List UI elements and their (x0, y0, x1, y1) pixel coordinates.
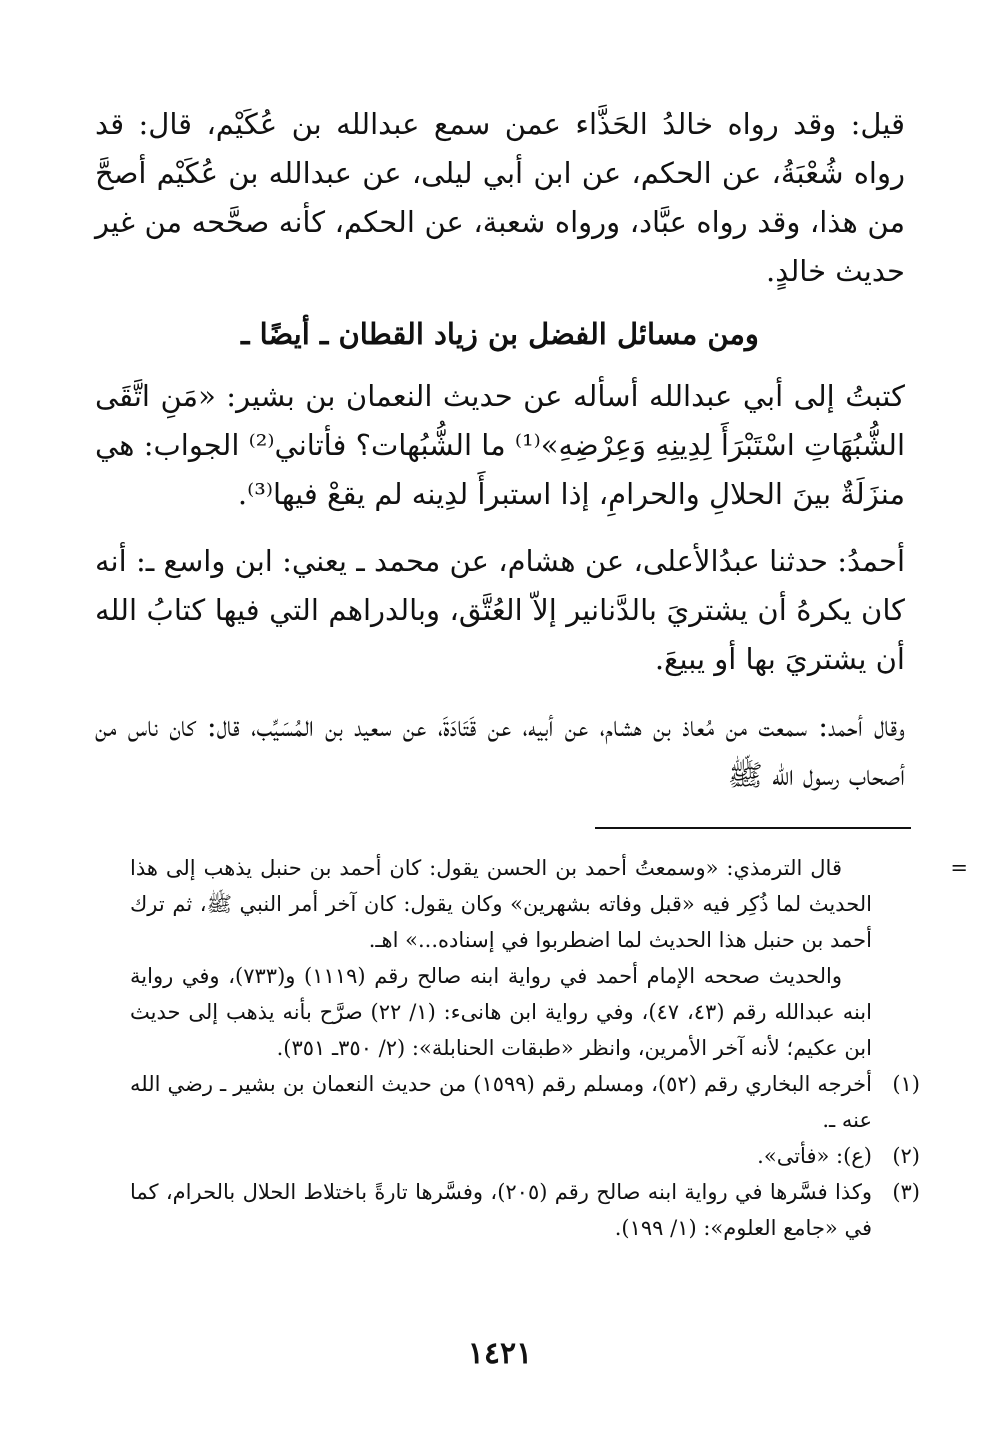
footnote-divider (595, 827, 911, 829)
footnote-continuation-p2: والحديث صححه الإمام أحمد في رواية ابنه صالح رقم (١١١٩) و(٧٣٣)، وفي رواية ابنه عبدالله رقم (٤٣، ٤٧)، وفي رواية ابن هانىء: (١/ ٢٢) صرَّح بأنه يذهب إلى حديث ابن عكيم؛ لأنه آخر الأمرين، وانظر «طبقات الحنابلة»: (٢/ ٣٥٠ـ ٣٥١). (130, 964, 872, 1060)
footnotes (130, 850, 968, 1246)
paragraph-3: أحمدُ: حدثنا عبدُالأعلى، عن هشام، عن محمد ـ يعني: ابن واسع ـ: أنه كان يكرهُ أن يشتريَ بالدَّنانير إلاّ العُتَّق، وبالدراهم التي فيها كتابُ الله أن يشتريَ بها أو يبيعَ. (95, 544, 905, 676)
footnote-continuation-p1: قال الترمذي: «وسمعتُ أحمد بن الحسن يقول: كان أحمد بن حنبل يذهب إلى هذا الحديث لما ذُكِر فيه «قبل وفاته بشهرين» وكان يقول: كان آخر أمر النبي ﷺ، ثم ترك أحمد بن حنبل هذا الحديث لما اضطربوا في إسناده...» اهـ. (130, 856, 872, 952)
main-text (95, 100, 905, 818)
page-number: ١٤٢١ (467, 1336, 533, 1371)
footnote-3 (130, 1174, 920, 1246)
footnote-text: أخرجه البخاري رقم (٥٢)، ومسلم رقم (١٥٩٩) من حديث النعمان بن بشير ـ رضي الله عنه ـ. (130, 1072, 872, 1132)
continuation-mark: = (950, 856, 968, 880)
paragraph-2: كتبتُ إلى أبي عبدالله أسأله عن حديث النعمان بن بشير: «مَنِ اتَّقَى الشُّبُهَاتِ اسْتَبْرَأَ لِدِينِهِ وَعِرْضِهِ»⁽¹⁾ ما الشُّبُهات؟ فأتاني⁽²⁾ الجواب: هي منزَلَةٌ بينَ الحلالِ والحرامِ، إذا استبرأَ لدِينه لم يقعْ فيها⁽³⁾. (95, 379, 905, 511)
paragraph-4: وقال أحمد: سمعت من مُعاذ بن هشام، عن أبيه، عن قَتَادَةَ، عن سعيد بن المُسَيِّب، قال: كان ناس من أصحاب رسول الله ﷺ (95, 709, 905, 792)
footnote-text: وكذا فسَّرها في رواية ابنه صالح رقم (٢٠٥)، وفسَّرها تارةً باختلاط الحلال بالحرام، كما في «جامع العلوم»: (١/ ١٩٩). (130, 1180, 872, 1240)
footnote-2 (130, 1138, 920, 1174)
paragraph-1: قيل: وقد رواه خالدُ الحَذَّاء عمن سمع عبدالله بن عُكَيْم، قال: قد رواه شُعْبَةُ، عن الحكم، عن ابن أبي ليلى، عن عبدالله بن عُكَيْم أصحَّ من هذا، وقد رواه عبَّاد، ورواه شعبة، عن الحكم، كأنه صحَّحه من غير حديث خالدٍ. (95, 107, 905, 288)
section-heading: ومن مسائل الفضل بن زياد القطان ـ أيضًا ـ (241, 317, 759, 351)
footnote-number: (٣) (892, 1180, 920, 1204)
footnote-text: (ع): «فأتى». (757, 1144, 872, 1168)
footnote-number: (١) (892, 1072, 920, 1096)
footnote-number: (٢) (892, 1144, 920, 1168)
footnote-1 (130, 1066, 920, 1138)
footnote-continuation (130, 850, 968, 1066)
